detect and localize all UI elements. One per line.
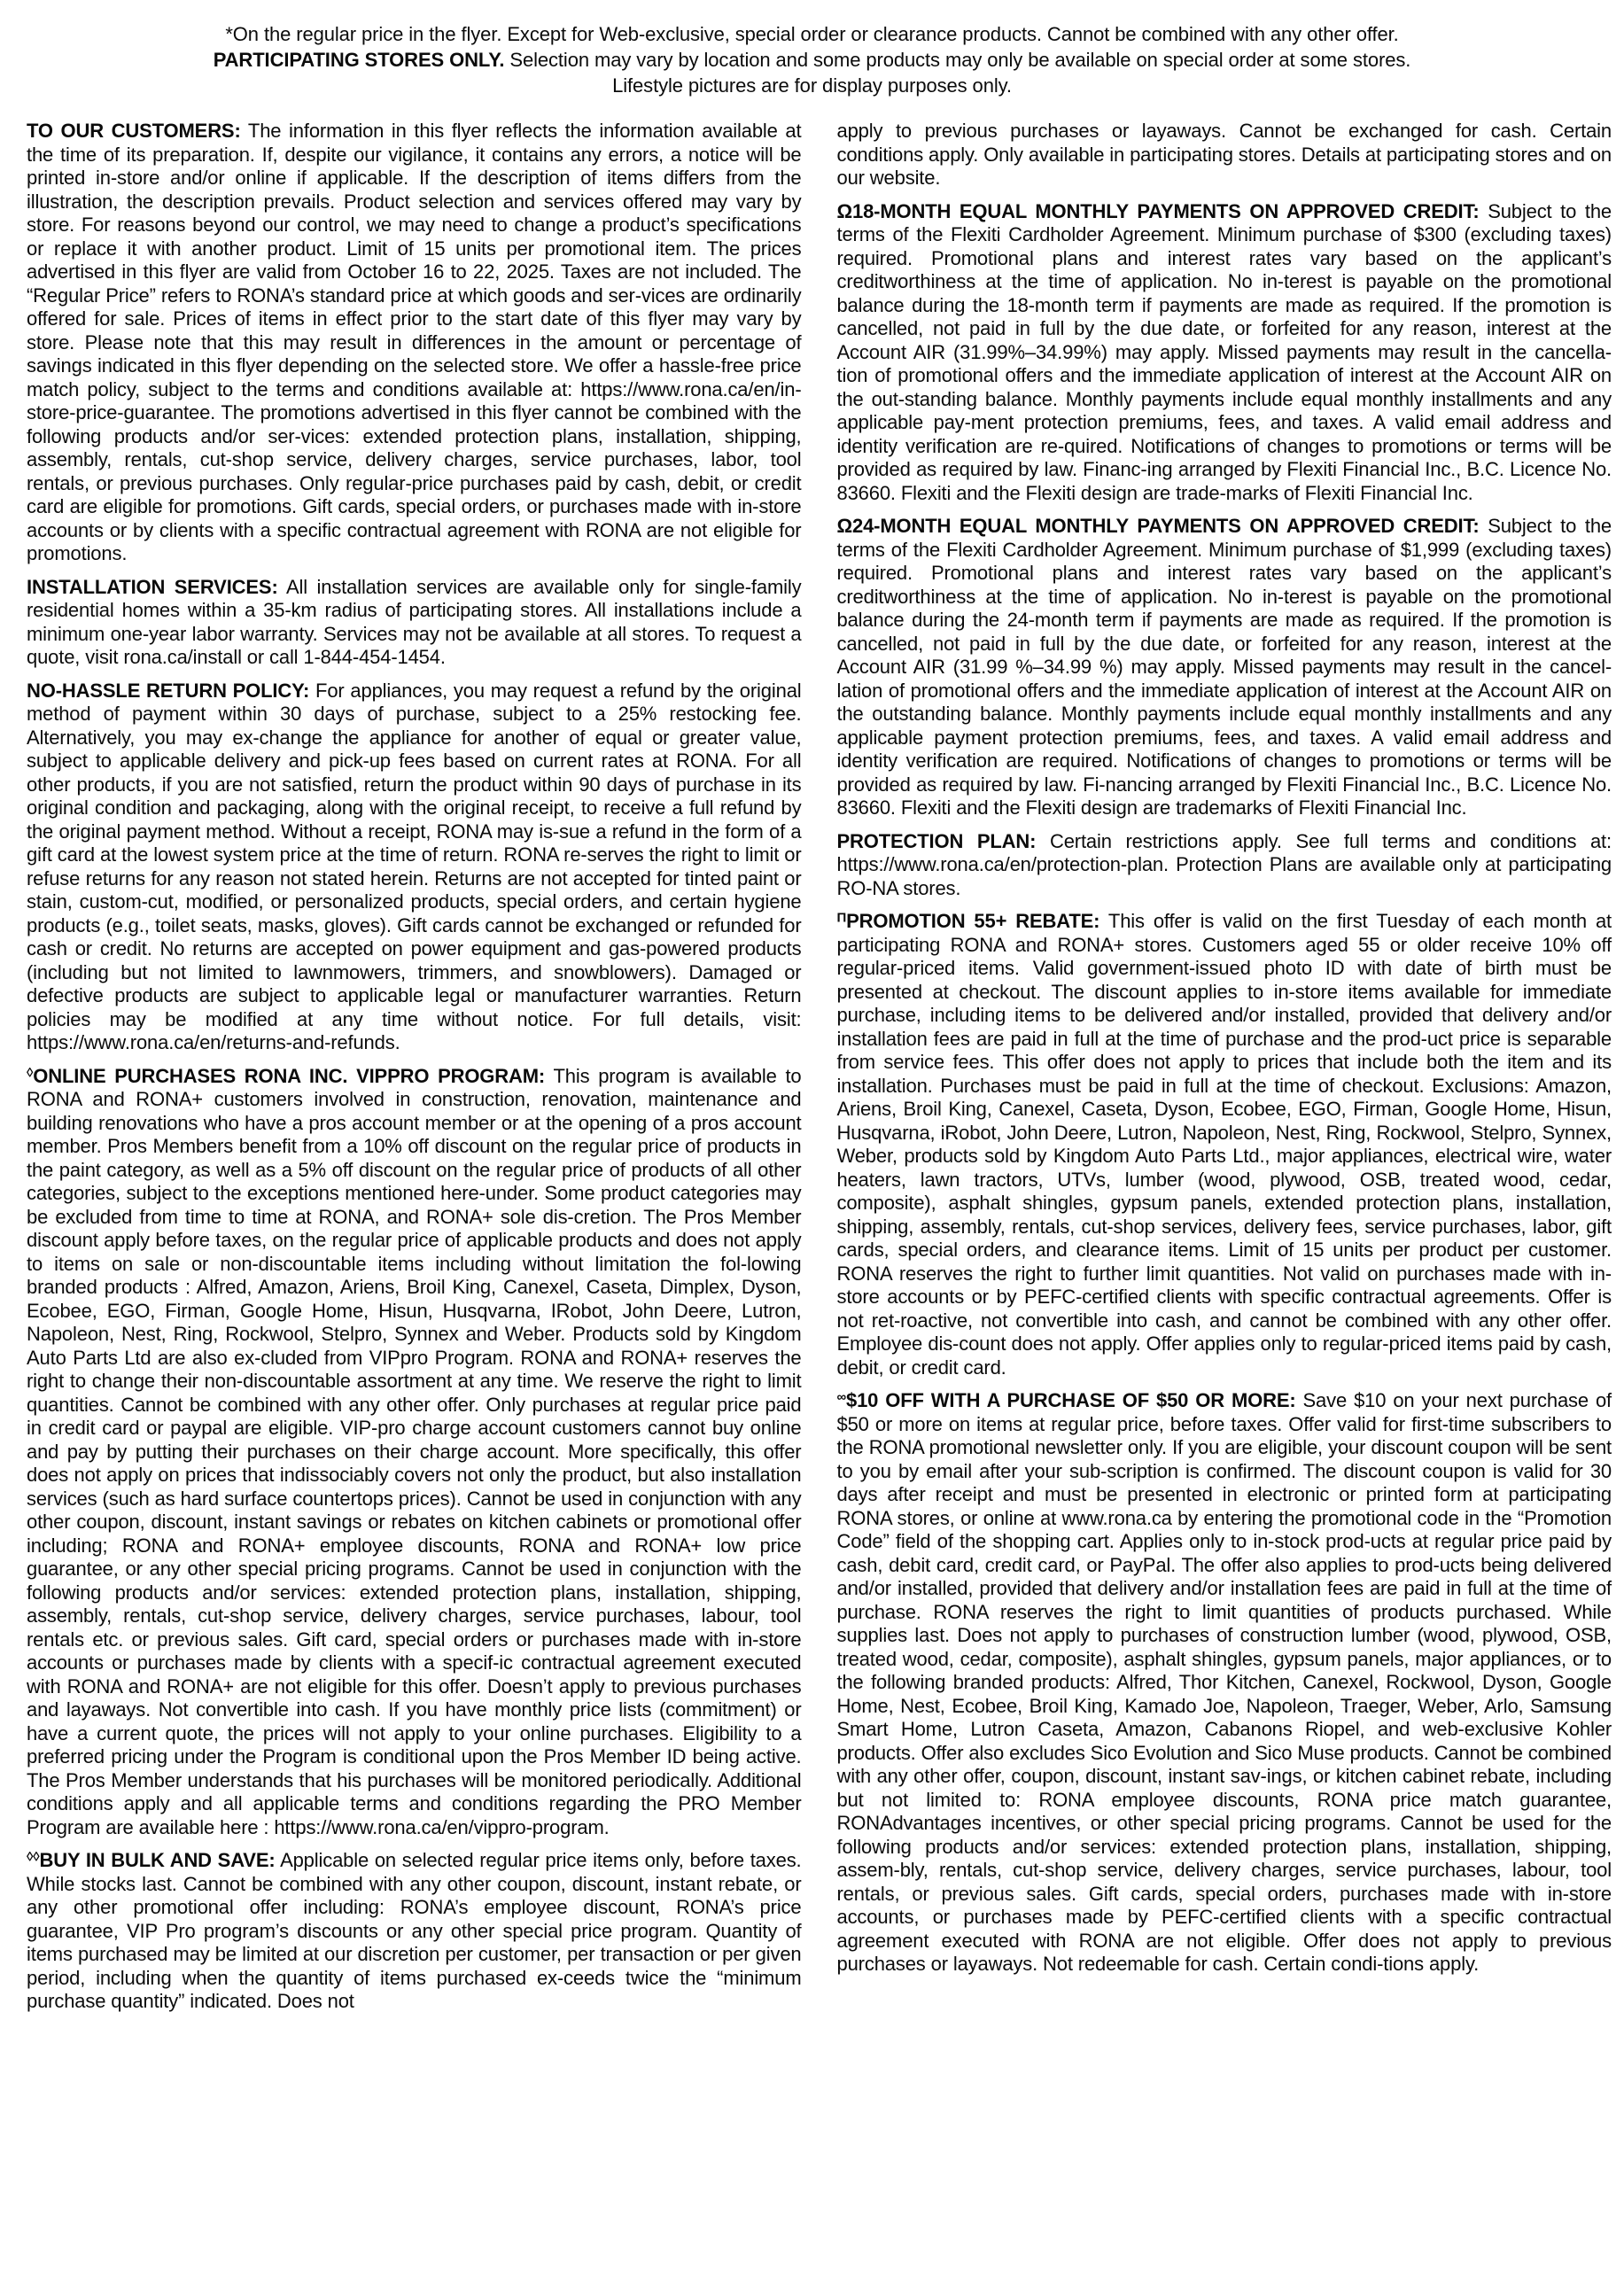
para-18-month-payments-body: Subject to the terms of the Flexiti Cardholder Agreement. Minimum purchase of $300 (excluding taxes) required. Promotional plans and interest rates vary based on the applicant’s creditworthiness at the time of application. No in-terest is payable on the promotional balance during the 18-month term if payments are made as required. If the promotion is cancelled, not paid in full by the due date, or forfeited for any reason, interest at the Account AIR (31.99%–34.99%) may apply. Missed payments may result in the cancella-tion of promotional offers and the immediate application of interest at the Account AIR on the out-standing balance. Monthly payments include equal monthly installments and any applicable pay-ment protection premiums, fees, and taxes. A valid email address and identity verification are re-quired. Notifications of changes to promotions or terms will be provided as required by law. Financ-ing arranged by Flexiti Financial Inc., B.C. Licence No. 83660. Flexiti and the Flexiti design are trade-marks of Flexiti Financial Inc.	[836, 199, 1612, 504]
para-installation-services	[27, 576, 802, 670]
notice-line2-bold: PARTICIPATING STORES ONLY.	[213, 49, 505, 71]
para-protection-plan-heading: PROTECTION PLAN:	[836, 829, 1037, 852]
notice-line-lifestyle	[0, 73, 1624, 98]
para-buy-in-bulk-continuation	[837, 120, 1612, 190]
left-column	[27, 120, 802, 2024]
para-online-purchases-vippro-heading	[27, 1065, 545, 1087]
para-buy-in-bulk-and-save-heading-text: BUY IN BULK AND SAVE:	[39, 1849, 276, 1871]
notice-line3-text: Lifestyle pictures are for display purposes only.	[612, 74, 1012, 97]
para-to-our-customers-heading: TO OUR CUSTOMERS:	[27, 120, 241, 142]
para-buy-in-bulk-continuation-body: apply to previous purchases or layaways. Cannot be exchanged for cash. Certain conditions apply. Only available in participating stores. Details at participating stores and on our website.	[836, 120, 1612, 189]
para-promotion-55-rebate-body: This offer is valid on the first Tuesday of each month at participating RONA and RONA+ stores. Customers aged 55 or older receive 10% off regular-priced items. Valid government-issued photo ID with date of birth must be presented at checkout. The discount applies to in-store items available for immediate purchase, including items to be delivered and/or installed, provided that delivery and/or installation fees are paid in full at the time of purchase and the prod-uct price is separable from service fees. This offer does not apply to prices that include both the item and its installation. Purchases must be paid in full at the time of checkout. Exclusions: Amazon, Ariens, Broil King, Canexel, Caseta, Dyson, Ecobee, EGO, Firman, Google Home, Hisun, Husqvarna, iRobot, John Deere, Lutron, Napoleon, Nest, Ring, Rockwool, Stelpro, Synnex, Weber, products sold by Kingdom Auto Parts Ltd., major appliances, electrical wire, water heaters, lawn tractors, UTVs, lumber (wood, plywood, OSB, treated wood, cedar, composite), asphalt shingles, gypsum panels, extended protection plans, installation, shipping, assembly, rentals, cut-shop services, delivery fees, service purchases, labor, gift cards, special orders, and clearance items. Limit of 15 units per product per customer. RONA reserves the right to further limit quantities. Not valid on purchases made with in-store accounts or by PEFC-certified clients with specific contractual agreements. Offer is not ret-roactive, not convertible into cash, and cannot be combined with any other offer. Employee dis-count does not apply. Offer applies only to regular-priced items paid by cash, debit, or credit card.	[836, 910, 1612, 1379]
para-buy-in-bulk-and-save-heading	[27, 1849, 276, 1871]
para-no-hassle-return-policy-body: For appliances, you may request a refund by the original method of payment within 30 days of purchase, subject to a 25% restocking fee. Alternatively, you may ex-change the appliance for another of equal or greater value, subject to applicable delivery and pick-up fees based on current rates at RONA. For all other products, if you are not satisfied, return the product within 90 days of purchase in its original condition and packaging, along with the original receipt, to receive a full refund by the original payment method. Without a receipt, RONA may is-sue a refund in the form of a gift card at the lowest system price at the time of return. RONA re-serves the right to limit or refuse returns for any reason not stated herein. Returns are not accepted for tinted paint or stain, custom-cut, modified, or personalized products, special orders, and certain hygiene products (e.g., toilet seats, masks, gloves). Gift cards cannot be exchanged or refunded for cash or credit. No returns are accepted on power equipment and gas-powered products (including but not limited to lawnmowers, trimmers, and snowblowers). Damaged or defective products are subject to applicable legal or manufacturer warranties. Return policies may be modified at any time without notice. For full details, visit: https://www.rona.ca/en/returns-and-refunds.	[27, 679, 802, 1053]
para-promotion-55-rebate	[837, 910, 1612, 1379]
notice-line-regular-price	[0, 21, 1624, 47]
para-10-off-50-purchase-heading	[837, 1389, 1296, 1411]
notice-line2-text: Selection may vary by location and some products may only be available on special order at some stores.	[509, 49, 1411, 71]
notice-line1-text: *On the regular price in the flyer. Except for Web-exclusive, special order or clearance products. Cannot be combined with any other offer.	[225, 23, 1399, 45]
para-to-our-customers	[27, 120, 802, 566]
para-online-purchases-vippro-heading-text: ONLINE PURCHASES RONA INC. VIPPRO PROGRAM:	[33, 1064, 546, 1087]
notice-line-participating-stores	[0, 47, 1624, 73]
para-10-off-50-purchase	[837, 1389, 1612, 1977]
para-24-month-payments-body: Subject to the terms of the Flexiti Cardholder Agreement. Minimum purchase of $1,999 (excluding taxes) required. Promotional plans and interest rates vary based on the applicant’s creditworthiness at the time of application. No in-terest is payable on the promotional balance during the 24-month term if payments are made as required. If the promotion is cancelled, not paid in full by the due date, or forfeited for any reason, interest at the Account AIR (31.99 %–34.99 %) may apply. Missed payments may result in the cancel-lation of promotional offers and the immediate application of interest at the Account AIR on the outstanding balance. Monthly payments include equal monthly installments and any applicable payment protection premiums, fees, and taxes. A valid email address and identity verification are required. Notifications of changes to promotions or terms will be provided as required by law. Fi-nancing arranged by Flexiti Financial Inc., B.C. Licence No. 83660. Flexiti and the Flexiti design are trademarks of Flexiti Financial Inc.	[836, 515, 1612, 819]
para-to-our-customers-body: The information in this flyer reflects the information available at the time of its preparation. If, despite our vigilance, it contains any errors, a notice will be printed in-store and/or online if applicable. If the description of items differs from the illustration, the description prevails. Product selection and services offered may vary by store. For reasons beyond our control, we may need to change a product’s specifications or replace it with another product. Limit of 15 units per promotional item. The prices advertised in this flyer are valid from October 16 to 22, 2025. Taxes are not included. The “Regular Price” refers to RONA’s standard price at which goods and ser-vices are ordinarily offered for sale. Prices of items in effect prior to the start date of this flyer may vary by store. Please note that this may result in differences in the amount or percentage of savings indicated in this flyer depending on the selected store. We offer a hassle-free price match policy, subject to the terms and conditions available at: https://www.rona.ca/en/in-store-price-guarantee. The promotions advertised in this flyer cannot be combined with the following products and/or ser-vices: extended protection plans, installation, shipping, assembly, rentals, cut-shop service, delivery charges, service purchases, labor, tool rentals, or previous purchases. Only regular-price purchases paid by cash, debit, or credit card are eligible for promotions. Gift cards, special orders, or purchases made with in-store accounts or by clients with a specific contractual agreement with RONA are not eligible for promotions.	[27, 120, 802, 564]
legal-text-columns	[0, 120, 1624, 2024]
infinity-footnote-symbol: ∞	[836, 1389, 847, 1405]
para-no-hassle-return-policy-heading: NO-HASSLE RETURN POLICY:	[27, 679, 310, 702]
para-protection-plan-body: Certain restrictions apply. See full terms and conditions at: https://www.rona.ca/en/protection-plan. Protection Plans are available only at participating RO-NA stores.	[836, 829, 1612, 899]
para-online-purchases-vippro-body: This program is available to RONA and RONA+ customers involved in construction, renovation, maintenance and building renovations who have a pros account member or at the opening of a pros account member. Pros Members benefit from a 10% off discount on the regular price of products in the paint category, as well as a 5% off discount on the regular price of products of all other categories, subject to the exceptions mentioned here-under. Some product categories may be excluded from time to time at RONA, and RONA+ sole dis-cretion. The Pros Member discount apply before taxes, on the regular price of applicable products and does not apply to items on sale or non-discountable items including without limitation the fol-lowing branded products : Alfred, Amazon, Ariens, Broil King, Canexel, Caseta, Dimplex, Dyson, Ecobee, EGO, Firman, Google Home, Hisun, Husqvarna, IRobot, John Deere, Lutron, Napoleon, Nest, Ring, Rockwool, Stelpro, Synnex and Weber. Products sold by Kingdom Auto Parts Ltd are also ex-cluded from VIPpro Program. RONA and RONA+ reserves the right to change their non-discountable assortment at any time. We reserve the right to limit quantities. Cannot be combined with any other offer. Only purchases at regular price paid in credit card or paypal are eligible. VIP-pro charge account customers cannot buy online and pay by putting their purchases on their charge account. More specifically, this offer does not apply on prices that indissociably covers not only the product, but also installation services (such as hard surface countertops prices). Cannot be used in conjunction with any other coupon, discount, instant savings or rebates on kitchen cabinets or promotional offer including; RONA and RONA+ employee discounts, RONA and RONA+ low price guarantee, or any other special pricing programs. Cannot be used in conjunction with the following products and/or services: extended protection plans, installation, shipping, assembly, rentals, cut-shop service, delivery charges, service purchases, labour, tool rentals etc. or previous sales. Gift card, special orders or purchases made with in-store accounts or purchases made by clients with a specif-ic contractual agreement executed with RONA and RONA+ are not eligible for this offer. Doesn’t apply to previous purchases and layaways. Not convertible into cash. If you have monthly price lists (commitment) or have a current quote, the prices will not apply to your online purchases. Eligibility to a preferred pricing under the Program is conditional upon the Pros Member ID being active. The Pros Member understands that his purchases will be monitored periodically. Additional conditions apply and all applicable terms and conditions regarding the PRO Member Program are available here : https://www.rona.ca/en/vippro-program.	[27, 1064, 802, 1838]
para-10-off-50-purchase-body: Save $10 on your next purchase of $50 or more on items at regular price, before taxes. Offer valid for first-time subscribers to the RONA promotional newsletter only. If you are eligible, your discount coupon will be sent to you by email after your sub-scription is confirmed. The discount coupon is valid for 30 days after receipt and must be presented in electronic or printed form at participating RONA stores, or online at www.rona.ca by entering the promotional code in the “Promotion Code” field of the shopping cart. Applies only to in-stock prod-ucts at regular price paid by cash, debit card, credit card, or PayPal. The offer also applies to prod-ucts being delivered and/or installed, provided that delivery and/or installation fees are paid in full at the time of purchase. RONA reserves the right to limit quantities of products purchased. While supplies last. Does not apply to purchases of construction lumber (wood, plywood, OSB, treated wood, cedar, composite), asphalt shingles, gypsum panels, major appliances, or to the following branded products: Alfred, Thor Kitchen, Canexel, Rockwool, Dyson, Google Home, Nest, Ecobee, Broil King, Kamado Joe, Napoleon, Traeger, Weber, Arlo, Samsung Smart Home, Lutron Caseta, Amazon, Cabanons Riopel, and web-exclusive Kohler products. Offer also excludes Sico Evolution and Sico Muse products. Cannot be combined with any other offer, coupon, discount, instant sav-ings, or kitchen cabinet rebate, including but not limited to: RONA employee discounts, RONA price match guarantee, RONAdvantages incentives, or other special pricing programs. Cannot be used for the following products and/or services: extended protection plans, installation, shipping, assem-bly, rentals, cut-shop service, delivery charges, service purchases, labour, tool rentals, or previous sales. Gift cards, special orders, purchases made with in-store accounts, or purchases made by PEFC-certified clients with a specific contractual agreement executed with RONA are not eligible. Offer does not apply to previous purchases or layaways. Not redeemable for cash. Certain condi-tions apply.	[836, 1389, 1612, 1975]
para-promotion-55-rebate-heading-text: PROMOTION 55+ REBATE:	[846, 910, 1100, 932]
pi-footnote-symbol: Π	[836, 910, 847, 926]
para-10-off-50-purchase-heading-text: $10 OFF WITH A PURCHASE OF $50 OR MORE:	[846, 1389, 1296, 1411]
para-installation-services-body: All installation services are available only for single-family residential homes within a 35-km radius of participating stores. All installations include a minimum one-year labor warranty. Services may not be available at all stores. To request a quote, visit rona.ca/install or call 1-844-454-1454.	[27, 575, 802, 668]
para-no-hassle-return-policy	[27, 680, 802, 1055]
para-protection-plan	[837, 830, 1612, 901]
diamond-footnote-symbol: ◊	[27, 1064, 34, 1080]
para-24-month-payments	[837, 515, 1612, 820]
para-buy-in-bulk-and-save	[27, 1849, 802, 2014]
para-online-purchases-vippro	[27, 1065, 802, 1840]
para-18-month-payments-heading: Ω18-MONTH EQUAL MONTHLY PAYMENTS ON APPROVED CREDIT:	[836, 199, 1480, 222]
para-installation-services-heading: INSTALLATION SERVICES:	[27, 575, 278, 598]
double-diamond-footnote-symbol: ◊◊	[27, 1849, 40, 1865]
para-18-month-payments	[837, 200, 1612, 506]
para-promotion-55-rebate-heading	[837, 910, 1100, 932]
right-column	[837, 120, 1612, 2024]
flyer-notice-block	[0, 0, 1624, 98]
para-24-month-payments-heading: Ω24-MONTH EQUAL MONTHLY PAYMENTS ON APPROVED CREDIT:	[836, 515, 1480, 537]
para-buy-in-bulk-and-save-body: Applicable on selected regular price items only, before taxes. While stocks last. Cannot be combined with any other coupon, discount, instant rebate, or any other promotional offer including: RONA’s employee discount, RONA’s price guarantee, VIP Pro program’s discounts or any other special price program. Quantity of items purchased may be limited at our discretion per customer, per transaction or per given period, including when the quantity of items purchased ex-ceeds twice the “minimum purchase quantity” indicated. Does not	[27, 1849, 802, 2012]
